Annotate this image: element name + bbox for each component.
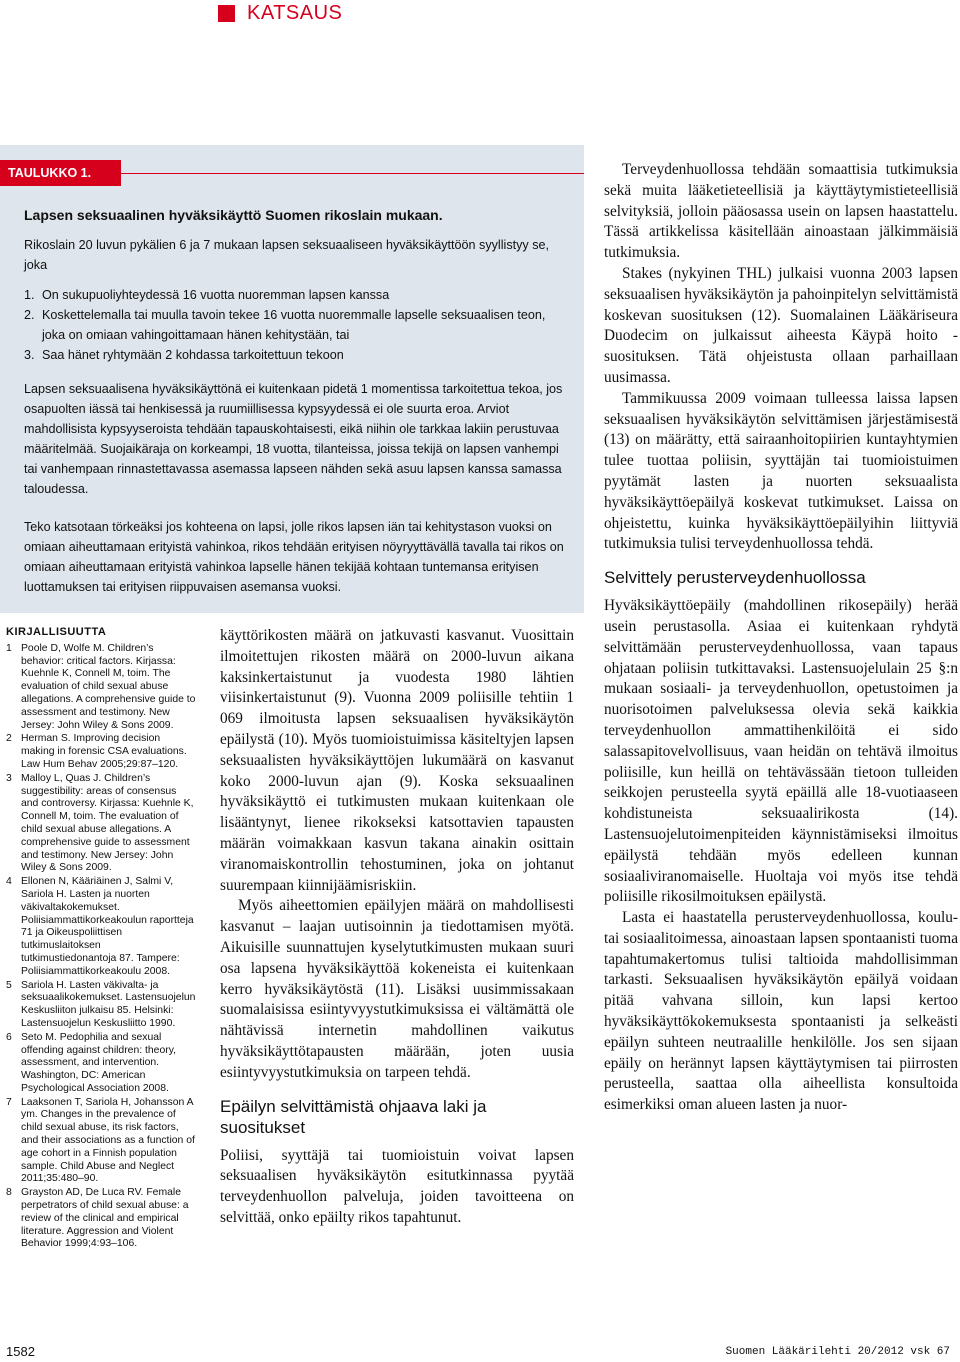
- table-intro: Rikoslain 20 luvun pykälien 6 ja 7 mukaan lapsen seksuaaliseen hyväksikäyttöön syyllistyy se, joka: [24, 238, 550, 272]
- table-paragraph: Lapsen seksuaalisena hyväksikäyttönä ei kuitenkaan pidetä 1 momentissa tarkoitettua tekoa, jos osapuolten iässä tai henkisessä ja ruumiillisessa kypsyydessä ei ole suurta eroa. Arviot mahdollisista kypsyyseroista tehdään tapauskohtaisesti, eikä niihin ole tarkkaa lakiin perustuvaa määritelmää. Suojaikäraja on korkeampi, 18 vuotta, tilanteissa, joissa tekijä on lapsen vanhempi tai vanhempaan rinnastettavassa asemassa lapseen nähden sekä asuu lapsen kanssa samassa taloudessa.: [24, 382, 563, 496]
- reference-item: 8 Grayston AD, De Luca RV. Female perpetrators of child sexual abuse: a review of the clinical and empirical literature. Aggression and Violent Behavior 1999;4:93–106.: [6, 1187, 189, 1250]
- table-paragraph: Teko katsotaan törkeäksi jos kohteena on lapsi, jolle rikos lapsen iän tai kehitystason vuoksi on omiaan aiheuttamaan erityistä vahinkoa, rikos tehdään erityisen nöyryyttävällä tavalla tai rikos on omiaan aiheuttamaan erityistä vahinkoa lapselle hänen tekijää kohtaan tuntemansa erityisen luottamuksen tai erityisen riippuvaisen asemansa vuoksi.: [24, 520, 564, 594]
- page-number: 1582: [6, 1344, 35, 1359]
- reference-item: 7 Laaksonen T, Sariola H, Johansson A ym. Changes in the prevalence of child sexual abuse, its risk factors, and their associations as a function of age cohort in a Finnish population sample. Child Abuse and Neglect 2011;35:480–90.: [6, 1096, 195, 1185]
- subheading: Epäilyn selvittämistä ohjaava laki ja suositukset: [220, 1096, 487, 1137]
- subheading: Selvittely perusterveydenhuollossa: [604, 568, 866, 588]
- table-box: [0, 145, 584, 613]
- table-list: [24, 285, 564, 365]
- references-title: KIRJALLISUUTTA: [6, 626, 107, 638]
- reference-item: 4 Ellonen N, Kääriäinen J, Salmi V, Sariola H. Lasten ja nuorten väkivaltakokemukset. Poliisiammattikorkeakoulun raportteja 71 ja Oikeuspoliittisen tutkimuslaitoksen tutkimustiedonantoja 87. Tampere: Poliisiammattikorkeakoulu 2008.: [6, 876, 194, 977]
- table-title: Lapsen seksuaalinen hyväksikäyttö Suomen rikoslain mukaan.: [24, 207, 443, 223]
- right-column: [604, 160, 958, 1116]
- references: [6, 626, 196, 1252]
- section-title: KATSAUS: [247, 2, 343, 24]
- reference-item: 3 Malloy L, Quas J. Children’s suggestibility: areas of consensus and controversy. Kirjassa: Kuehnle K, Connell M, toim. The evaluation of child sexual abuse allegations. A comprehensive guide to assessment and testimony. New Jersey: John Wiley & Sons 2009.: [6, 772, 194, 874]
- table-content: [24, 205, 564, 597]
- reference-item: 6 Seto M. Pedophilia and sexual offending against children: theory, assessment, and intervention. Washington, DC: American Psychological Association 2008.: [6, 1031, 177, 1094]
- body-paragraph: Poliisi, syyttäjä tai tuomioistuin voivat lapsen seksuaalisen hyväksikäytön esitutkinnassa pyytää terveydenhuollon palveluja, joiden tavoitteena on selvittää, onko epäilty rikos tapahtunut.: [220, 1146, 574, 1226]
- middle-column: [220, 626, 574, 1229]
- section-marker: [218, 5, 235, 22]
- body-paragraph: Terveydenhuollossa tehdään somaattisia tutkimuksia sekä muita lääketieteellisiä ja käyttäytymistieteellisiä selvityksiä, jolloin pääosassa usein on lapsen haastattelu. Tässä artikkelissa käsitellään ainoastaan jälkimmäisiä tutkimuksia.: [604, 161, 958, 262]
- reference-item: 1 Poole D, Wolfe M. Children’s behavior: critical factors. Kirjassa: Kuehnle K, Connell M, toim. The evaluation of child sexual abuse allegations. A comprehensive guide to assessment and testimony. New Jersey: John Wiley & Sons 2009.: [6, 642, 196, 731]
- body-paragraph: Stakes (nykyinen THL) julkaisi vuonna 2003 lapsen seksuaalisen hyväksikäytön ja pahoinpitelyn selvittämistä koskevan suosituksen (12). Suomalainen Lääkäriseura Duodecim on julkaissut aiheesta Käypä hoito -suosituksen. Tätä ohjeistusta ollaan parhaillaan uusimassa.: [604, 264, 958, 386]
- body-paragraph: käyttörikosten määrä on jatkuvasti kasvanut. Vuosittain ilmoitettujen rikosten määrä on 2000-luvun aikana kaksinkertaistunut ja vuodesta 1980 lähtien viisinkertaistunut (9). Vuonna 2009 poliisille tehtiin 1 069 ilmoitusta lapsen seksuaalisen hyväksikäytön epäilystä (10). Myös tuomioistuimissa käsiteltyjen lapsen seksuaalisten hyväksikäyttöjen lukumäärä on kasvanut koko 2000-luvun ajan (9). Koska seksuaalinen hyväksikäyttö ei tutkimusten mukaan kuitenkaan ole lisääntynyt, lienee rikokseksi katsottavien tapausten määrän voimakkaan kasvun takana ainakin osittain viranomaiskontrollin tehostuminen, joka on johtanut suurempaan kiinnijäämisriskiin.: [220, 627, 574, 894]
- table-label: TAULUKKO 1.: [0, 160, 121, 186]
- list-item: 2. Koskettelemalla tai muulla tavoin tekee 16 vuotta nuoremmalle lapselle seksuaalisen teon, joka on omiaan vahingoittamaan hänen kehitystään, tai: [24, 308, 546, 342]
- reference-item: 2 Herman S. Improving decision making in forensic CSA evaluations. Law Hum Behav 2005;29:87–120.: [6, 733, 187, 770]
- list-item: 1. On sukupuoliyhteydessä 16 vuotta nuoremman lapsen kanssa: [24, 288, 390, 302]
- section-header: [218, 2, 342, 25]
- list-item: 3. Saa hänet ryhtymään 2 kohdassa tarkoitettuun tekoon: [24, 348, 344, 362]
- body-paragraph: Hyväksikäyttöepäily (mahdollinen rikosepäily) herää usein perustasolla. Asiaa ei kuitenkaan ryhdytä selvittämään perusterveydenhuollossa, vaan tapaus ohjataan poliisin tutkittavaksi. Lastensuojelulain 25 §:n mukaan sosiaali- ja terveydenhuollon, opetustoimen ja nuorisotoimen palveluksessa olevia sekä kaikkia terveydenhuollon ammattihenkilöitä ei sido salassapitovelvollisuus, vaan heidän on tehtävä ilmoitus poliisille, kun heillä on tehtävässään tietoon tulleiden seikkojen perusteella syytä epäillä alle 18-vuotiaaseen kohdistuneista seksuaalirikosta (14). Lastensuojelutoimenpiteiden käynnistämiseksi ilmoitus epäilystä tehdään myös edelleen kunnan sosiaaliviranomaiselle. Huoltaja voi myös itse tehdä poliisille rikosilmoituksen epäilystä.: [604, 597, 958, 906]
- journal-name: Suomen Lääkärilehti 20/2012 vsk 67: [725, 1346, 950, 1358]
- body-paragraph: Lasta ei haastatella perusterveydenhuollossa, koulu- tai sosiaalitoimessa, ainoastaan lapsen spontaanisti tuoma tapahtumakertomus tulisi taltioida mahdollisimman tarkasti. Seksuaalisen hyväksikäytön epäilyä voidaan pitää vahvana silloin, kun lapsi kertoo hyväksikäyttökokemuksesta spontaanisti ja selkeästi epäilyn suhteen neutraalille henkilölle. Jos sen sijaan epäily on herännyt lapsen käyttäytymisen tai piirrosten perusteella, saattaa olla aiheellista konsultoida esimerkiksi oman alueen lasten ja nuor-: [604, 909, 958, 1114]
- body-paragraph: Myös aiheettomien epäilyjen määrä on mahdollisesti kasvanut – laajan uutisoinnin ja tiedottamisen myötä. Aikuisille suunnattujen kyselytutkimusten mukaan suuri osa lapsena hyväksikäyttöä kokeneista ei kuitenkaan kerro hyväksikäytöstä (11). Lisäksi uusimmissakaan suomalaisissa esiintyvyystutkimuksissa ei vältämättä ole nähtävissä internetin mahdollinen vaikutus hyväksikäyttötapausten määrään, joten uusia esiintyvyystutkimuksia on tarpeen tehdä.: [220, 897, 574, 1081]
- reference-item: 5 Sariola H. Lasten väkivalta- ja seksuaalikokemukset. Lastensuojelun Keskusliiton julkaisu 85. Helsinki: Lastensuojelun Keskusliitto 1990.: [6, 979, 196, 1029]
- table-rule: [121, 173, 584, 174]
- body-paragraph: Tammikuussa 2009 voimaan tulleessa laissa lapsen seksuaalisen hyväksikäytön selvittämisen järjestämisestä (13) on määrätty, että sairaanhoitopiirien kuntayhtymien tulee tuottaa poliisin, syyttäjän tai tuomioistuimen pyytämät lasten ja nuorten seksuaalista hyväksikäyttöepäilyä koskevat tutkimukset. Laissa on ohjeistettu, kuinka hyväksikäyttöepäilyihin liittyviä tutkimuksia tulisi terveydenhuollossa tehdä.: [604, 389, 958, 553]
